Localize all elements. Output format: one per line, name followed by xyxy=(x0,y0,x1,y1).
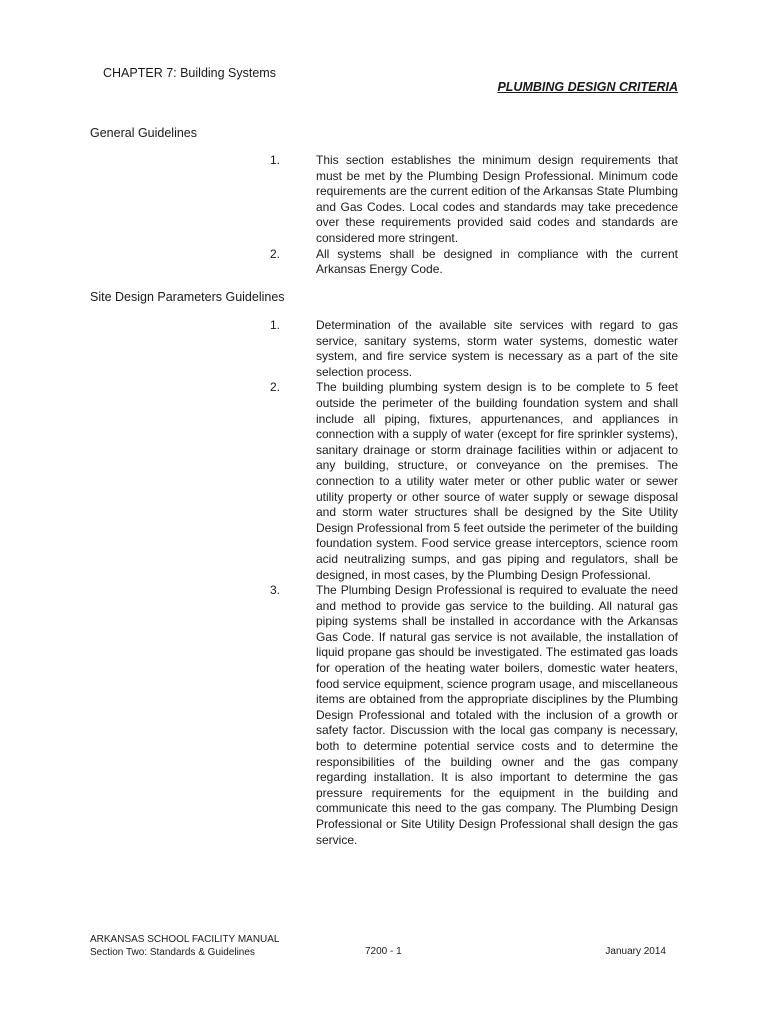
item-number: 1. xyxy=(270,153,281,167)
site-design-list xyxy=(270,318,678,848)
footer-manual-info xyxy=(90,934,280,959)
item-number: 1. xyxy=(270,318,281,332)
general-guidelines-heading: General Guidelines xyxy=(90,126,198,140)
document-title: PLUMBING DESIGN CRITERIA xyxy=(497,80,678,94)
site-design-heading: Site Design Parameters Guidelines xyxy=(90,290,285,304)
list-item xyxy=(270,583,678,848)
item-text: This section establishes the minimum design requirements that must be met by the Plumbing Design Professional. Minimum code requirements are the current edition of the Arkansas State Plumbing and Gas Codes. Local codes and standards may take precedence over these requirements provided said codes and standards are considered more stringent. xyxy=(316,153,678,245)
list-item xyxy=(270,380,678,583)
item-text: All systems shall be designed in compliance with the current Arkansas Energy Code. xyxy=(316,246,678,277)
list-item xyxy=(270,153,678,247)
footer-date: January 2014 xyxy=(605,946,666,957)
item-number: 3. xyxy=(270,583,281,598)
item-text: The building plumbing system design is to be complete to 5 feet outside the perimeter of the building foundation system and shall include all piping, fixtures, appurtenances, and appliances in connection with a supply of water (except for fire sprinkler systems), sanitary drainage or storm drainage facilities within or adjacent to any building, structure, or conveyance on the premises. The connection to a utility water meter or other public water or sewer utility property or other source of water supply or sewage disposal and storm water structures shall be designed by the Site Utility Design Professional from 5 feet outside the perimeter of the building foundation system. Food service grease interceptors, science room acid neutralizing sumps, and gas piping and regulators, shall be designed, in most cases, by the Plumbing Design Professional. xyxy=(316,380,678,582)
general-guidelines-list xyxy=(270,153,678,278)
list-item xyxy=(270,318,678,380)
item-text: The Plumbing Design Professional is required to evaluate the need and method to provide gas service to the building. All natural gas piping systems shall be installed in accordance with the Arkansas Gas Code. If natural gas service is not available, the installation of liquid propane gas should be investigated. The estimated gas loads for operation of the heating water boilers, domestic water heaters, food service equipment, science program usage, and miscellaneous items are obtained from the appropriate disciplines by the Plumbing Design Professional and totaled with the inclusion of a growth or safety factor. Discussion with the local gas company is necessary, both to determine potential service costs and to determine the responsibilities of the building owner and the gas company regarding installation. It is also important to determine the gas pressure requirements for the equipment in the building and communicate this need to the gas company. The Plumbing Design Professional or Site Utility Design Professional shall design the gas service. xyxy=(316,583,678,847)
list-item xyxy=(270,247,678,278)
footer-manual-name: ARKANSAS SCHOOL FACILITY MANUAL xyxy=(90,934,280,945)
item-number: 2. xyxy=(270,246,281,261)
footer-page-number: 7200 - 1 xyxy=(365,946,402,957)
item-text: Determination of the available site services with regard to gas service, sanitary systems, storm water systems, domestic water system, and fire service system is necessary as a part of the site selection process. xyxy=(316,318,678,379)
footer-section-name: Section Two: Standards & Guidelines xyxy=(90,946,255,958)
chapter-heading: CHAPTER 7: Building Systems xyxy=(103,66,276,80)
item-number: 2. xyxy=(270,380,281,395)
